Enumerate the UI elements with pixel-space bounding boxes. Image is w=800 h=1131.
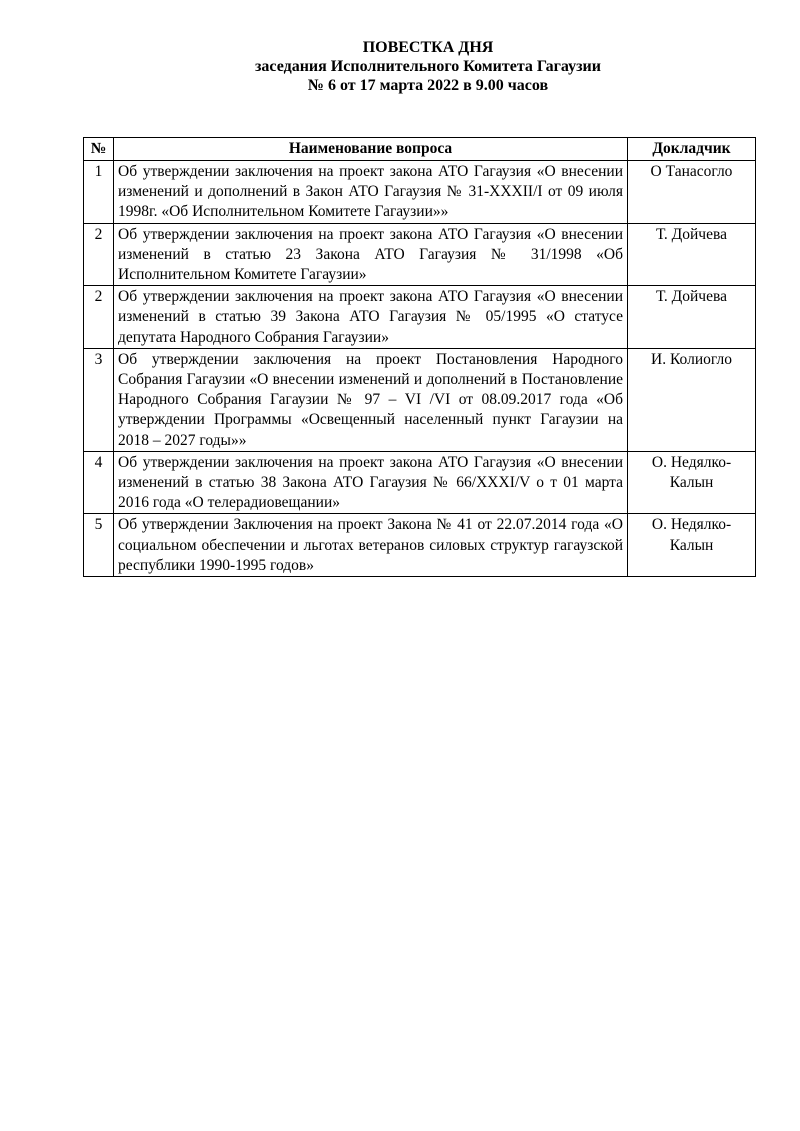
item-reporter: О Танасогло	[628, 161, 756, 224]
table-row	[84, 286, 756, 349]
item-number: 1	[84, 161, 114, 224]
item-reporter: Т. Дойчева	[628, 286, 756, 349]
item-title: Об утверждении заключения на проект закона АТО Гагаузия «О внесении изменений и дополнений в Закон АТО Гагаузия № 31-XXXII/I от 09 июля 1998г. «Об Исполнительном Комитете Гагаузии»»	[114, 161, 628, 224]
table-row	[84, 348, 756, 451]
item-reporter: О. Недялко-Калын	[628, 451, 756, 514]
table-header-row	[84, 138, 756, 161]
item-number: 5	[84, 514, 114, 577]
table-row	[84, 514, 756, 577]
column-header-title: Наименование вопроса	[114, 138, 628, 161]
item-title: Об утверждении заключения на проект Постановления Народного Собрания Гагаузии «О внесении изменений и дополнений в Постановление Народного Собрания Гагаузии № 97 – VI /VI от 08.09.2017 года «Об утверждении Программы «Освещенный населенный пункт Гагаузии на 2018 – 2027 годы»»	[114, 348, 628, 451]
agenda-session-info: № 6 от 17 марта 2022 в 9.00 часов	[307, 77, 549, 94]
item-number: 2	[84, 223, 114, 286]
agenda-table	[83, 137, 756, 577]
table-row	[84, 223, 756, 286]
item-title: Об утверждении заключения на проект закона АТО Гагаузия «О внесении изменений в статью 23 Закона АТО Гагаузия № 31/1998 «Об Исполнительном Комитете Гагаузии»	[114, 223, 628, 286]
item-number: 3	[84, 348, 114, 451]
item-number: 4	[84, 451, 114, 514]
column-header-number: №	[84, 138, 114, 161]
item-number: 2	[84, 286, 114, 349]
item-title: Об утверждении заключения на проект закона АТО Гагаузия «О внесении изменений в статью 39 Закона АТО Гагаузия № 05/1995 «О статусе депутата Народного Собрания Гагаузии»	[114, 286, 628, 349]
table-row	[84, 161, 756, 224]
agenda-title: ПОВЕСТКА ДНЯ	[362, 39, 494, 56]
agenda-header	[0, 38, 800, 95]
item-title: Об утверждении заключения на проект закона АТО Гагаузия «О внесении изменений в статью 38 Закона АТО Гагаузия № 66/XXXI/V о т 01 марта 2016 года «О телерадиовещании»	[114, 451, 628, 514]
column-header-reporter: Докладчик	[628, 138, 756, 161]
item-title: Об утверждении Заключения на проект Закона № 41 от 22.07.2014 года «О социальном обеспечении и льготах ветеранов силовых структур гагаузской республики 1990-1995 годов»	[114, 514, 628, 577]
item-reporter: О. Недялко-Калын	[628, 514, 756, 577]
table-row	[84, 451, 756, 514]
item-reporter: И. Колиогло	[628, 348, 756, 451]
agenda-subtitle: заседания Исполнительного Комитета Гагаузии	[255, 58, 601, 75]
item-reporter: Т. Дойчева	[628, 223, 756, 286]
